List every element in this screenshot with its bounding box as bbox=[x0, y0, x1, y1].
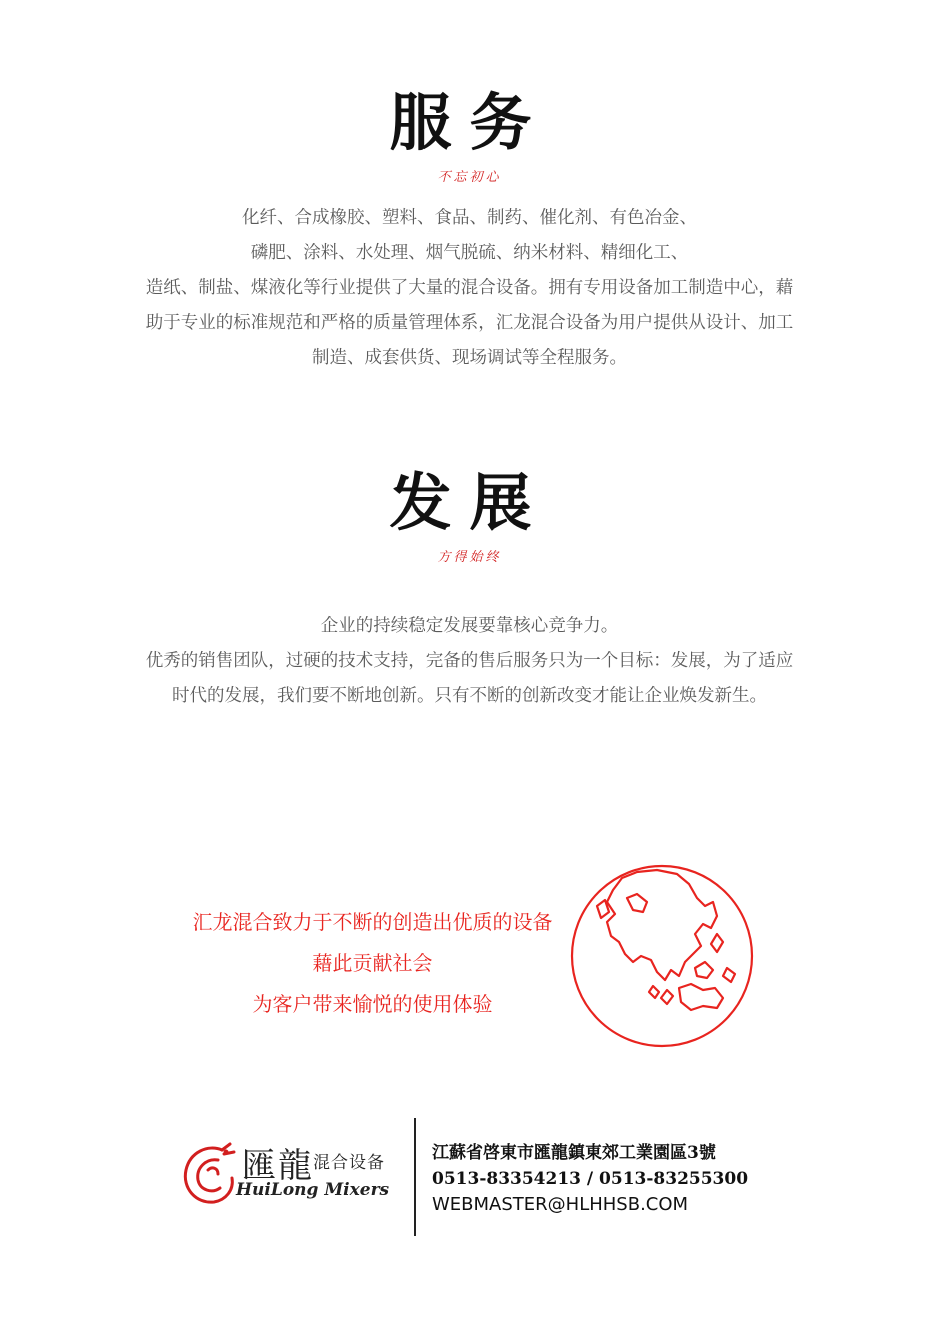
growth-section bbox=[0, 466, 939, 714]
service-line: 助于专业的标准规范和严格的质量管理体系，汇龙混合设备为用户提供从设计、加工 bbox=[145, 313, 794, 333]
service-paragraph bbox=[110, 201, 830, 376]
mission-line: 汇龙混合致力于不断的创造出优质的设备 bbox=[192, 910, 553, 934]
footer bbox=[0, 1118, 939, 1238]
dragon-logo-icon bbox=[178, 1140, 240, 1212]
service-line: 磷肥、涂料、水处理、烟气脱硫、纳米材料、精细化工、 bbox=[250, 243, 689, 263]
logo-chinese-name: 匯龍 bbox=[242, 1146, 314, 1186]
logo-subtitle: 混合设备 bbox=[313, 1153, 385, 1173]
mission-line: 藉此贡献社会 bbox=[312, 951, 433, 975]
service-title: 服务 bbox=[389, 86, 550, 159]
mission-line: 为客户带来愉悦的使用体验 bbox=[252, 992, 493, 1016]
service-section bbox=[0, 86, 939, 376]
globe-icon bbox=[567, 858, 757, 1054]
growth-line: 时代的发展，我们要不断地创新。只有不断的创新改变才能让企业焕发新生。 bbox=[172, 686, 767, 706]
mission-statement bbox=[150, 902, 595, 1025]
service-line: 化纤、合成橡胶、塑料、食品、制药、催化剂、有色冶金、 bbox=[242, 208, 697, 228]
growth-tagline: 方得始终 bbox=[437, 550, 502, 565]
logo-english-name: HuiLong Mixers bbox=[236, 1180, 390, 1200]
growth-line: 优秀的销售团队，过硬的技术支持，完备的售后服务只为一个目标：发展，为了适应 bbox=[145, 651, 794, 671]
growth-line: 企业的持续稳定发展要靠核心竞争力。 bbox=[320, 616, 619, 636]
service-line: 制造、成套供货、现场调试等全程服务。 bbox=[312, 348, 627, 368]
growth-title: 发展 bbox=[389, 466, 550, 539]
footer-divider bbox=[414, 1118, 416, 1236]
service-tagline: 不忘初心 bbox=[437, 170, 502, 185]
service-line: 造纸、制盐、煤液化等行业提供了大量的混合设备。拥有专用设备加工制造中心，藉 bbox=[145, 278, 794, 298]
address: 江蘇省啓東市匯龍鎮東郊工業園區3號 bbox=[432, 1143, 716, 1163]
company-logo bbox=[178, 1136, 403, 1220]
email-link[interactable]: WEBMASTER@HLHHSB.COM bbox=[432, 1194, 689, 1215]
growth-paragraph bbox=[110, 609, 830, 714]
phone-numbers: 0513-83354213 / 0513-83255300 bbox=[432, 1169, 749, 1189]
contact-info bbox=[432, 1140, 792, 1218]
